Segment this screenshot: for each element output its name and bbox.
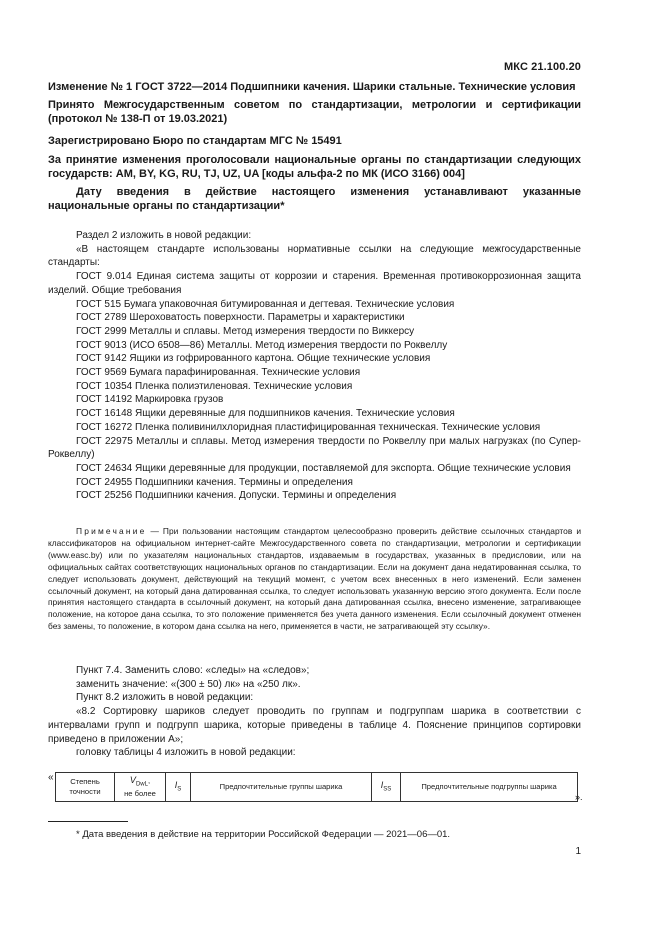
table4-header	[55, 772, 578, 802]
registered-statement: Зарегистрировано Бюро по стандартам МГС № 15491	[48, 135, 342, 147]
item-7-4-value: заменить значение: «(300 ± 50) лк» на «250 лк».	[76, 678, 301, 690]
col-preferred-groups: Предпочтительные группы шарика	[191, 773, 372, 802]
ref-item: ГОСТ 14192 Маркировка грузов	[76, 394, 224, 406]
footnote: * Дата введения в действие на территории Российской Федерации — 2021—06—01.	[76, 829, 451, 840]
col-vdwl: $V_{DwL}$, не более	[115, 773, 166, 802]
section2-body	[48, 229, 581, 503]
ref-item: ГОСТ 9142 Ящики из гофрированного картона. Общие технические условия	[76, 353, 431, 365]
ref-item: ГОСТ 515 Бумага упаковочная битумированная и дегтевая. Технические условия	[76, 298, 455, 310]
ref-item: ГОСТ 16148 Ящики деревянные для подшипников качения. Технические условия	[76, 408, 455, 420]
note-text: — При пользовании настоящим стандартом целесообразно проверить действие ссылочных стандартов и классификаторов на официальном интернет-сайте Межгосударственного совета по стандартизации, метрологии и сертификации (www.easc.by) или по указателям национальных стандартов, издаваемым в государствах, указанных в предисловии, или на официальных сайтах соответствующих национальных органов по стандартизации. Если на документ дана недатированная ссылка, то следует использовать документ, действующий на текущий момент, с учетом всех внесенных в него изменений. Если заменен ссылочный документ, на который дана датированная ссылка, то следует использовать указанную версию этого документа. Если после принятия настоящего стандарта в ссылочный документ, на который дана датированная ссылка, внесено изменение, затрагивающее положение, на которое дана ссылка, то это положение применяется без учета данного изменения. Если ссылочный документ отменен без замены, то положение, в котором дана ссылка на него, применяется в части, не затрагивающей эту ссылку».	[48, 526, 581, 632]
col-is: $I_S$	[166, 773, 191, 802]
ref-item: ГОСТ 9569 Бумага парафинированная. Технические условия	[76, 367, 361, 379]
item-8-2: Пункт 8.2 изложить в новой редакции:	[76, 692, 254, 704]
references-note	[48, 526, 581, 633]
voted-statement: За принятие изменения проголосовали национальные органы по стандартизации следующих государств: AM, BY, KG, RU, TJ, UZ, UA [коды альфа-2 по МК (ИСО 3166) 004]	[48, 154, 581, 180]
ref-item: ГОСТ 25256 Подшипники качения. Допуски. Термины и определения	[76, 490, 397, 502]
ref-item: ГОСТ 10354 Пленка полиэтиленовая. Технические условия	[76, 380, 353, 392]
table4-intro: головку таблицы 4 изложить в новой редакции:	[76, 747, 296, 759]
table-quote-open: «	[48, 772, 54, 783]
item-8-2-text: «8.2 Сортировку шариков следует проводить по группам и подгруппам шарика в соответствии с интервалами групп и подгрупп шарика, которые приведены в таблице 4. Пояснение принципов сортировки приведено в приложении А»;	[48, 706, 581, 745]
ref-item: ГОСТ 24955 Подшипники качения. Термины и определения	[76, 476, 353, 488]
footnote-divider	[48, 821, 128, 822]
col-preferred-subgroups: Предпочтительные подгруппы шарика	[401, 773, 578, 802]
col-iss: $I_{SS}$	[372, 773, 401, 802]
table-quote-close: ».	[575, 792, 583, 802]
section2-quote-start: «В настоящем стандарте использованы нормативные ссылки на следующие межгосударственные стандарты:	[48, 243, 581, 269]
ref-item: ГОСТ 2999 Металлы и сплавы. Метод измерения твердости по Виккерсу	[76, 325, 415, 337]
ref-item: ГОСТ 9.014 Единая система защиты от коррозии и старения. Временная противокоррозионная защита изделий. Общие требования	[48, 271, 581, 296]
adopted-statement: Принято Межгосударственным советом по стандартизации, метрологии и сертификации (протокол № 138-П от 19.03.2021)	[48, 99, 581, 125]
ref-item: ГОСТ 9013 (ИСО 6508—86) Металлы. Метод измерения твердости по Роквеллу	[76, 339, 448, 351]
item-7-4: Пункт 7.4. Заменить слово: «следы» на «следов»;	[76, 665, 310, 676]
mks-code: МКС 21.100.20	[504, 61, 581, 73]
date-intro: Дату введения в действие настоящего изменения устанавливают указанные национальные органы по стандартизации*	[48, 186, 581, 212]
amendment-items	[48, 664, 581, 760]
ref-item: ГОСТ 24634 Ящики деревянные для продукции, поставляемой для экспорта. Общие технические условия	[76, 462, 571, 474]
note-label: Примечание	[76, 526, 147, 536]
col-accuracy-grade: Степень точности	[56, 773, 115, 802]
ref-item: ГОСТ 16272 Пленка поливинилхлоридная пластифицированная техническая. Технические условия	[76, 421, 541, 433]
page-number: 1	[575, 846, 581, 857]
table4-header-block	[48, 770, 588, 810]
section2-intro: Раздел 2 изложить в новой редакции:	[76, 230, 252, 241]
ref-item: ГОСТ 2789 Шероховатость поверхности. Параметры и характеристики	[76, 312, 405, 324]
amendment-title: Изменение № 1 ГОСТ 3722—2014 Подшипники качения. Шарики стальные. Технические условия	[48, 81, 576, 93]
ref-item: ГОСТ 22975 Металлы и сплавы. Метод измерения твердости по Роквеллу при малых нагрузках (по Супер-Роквеллу)	[48, 435, 581, 461]
